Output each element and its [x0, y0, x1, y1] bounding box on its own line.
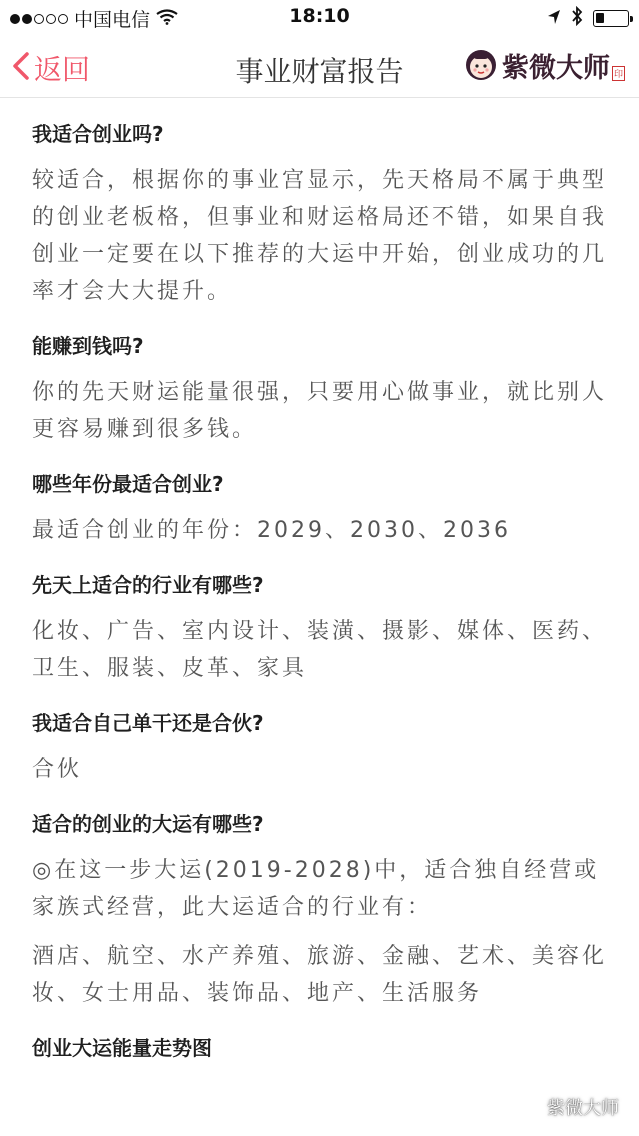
bluetooth-icon — [571, 6, 583, 31]
carrier-name: 中国电信 — [74, 9, 151, 31]
section-answer: 你的先天财运能量很强，只要用心做事业，就比别人更容易赚到很多钱。 — [32, 380, 608, 442]
report-section — [32, 571, 607, 687]
watermark — [519, 1094, 619, 1120]
mascot-icon — [464, 47, 498, 85]
section-answer: 最适合创业的年份：2029、2030、2036 — [32, 518, 511, 543]
report-section — [32, 470, 607, 549]
section-question: 创业大运能量走势图 — [32, 1036, 212, 1060]
section-answer: 合伙 — [32, 757, 83, 782]
brand-name: 紫微大师 — [501, 53, 610, 84]
section-question: 哪些年份最适合创业? — [32, 472, 224, 496]
seal-mark: 印 — [612, 66, 625, 81]
report-content — [0, 98, 639, 1136]
section-answer: 较适合，根据你的事业宫显示，先天格局不属于典型的创业老板格，但事业和财运格局还不错，如果自我创业一定要在以下推荐的大运中开始，创业成功的几率才会大大提升。 — [32, 168, 608, 304]
brand-logo — [464, 46, 625, 85]
wechat-icon — [519, 1096, 541, 1119]
section-question: 我适合创业吗? — [32, 122, 164, 146]
battery-icon — [593, 10, 629, 27]
report-section — [32, 332, 607, 448]
navigation-bar — [0, 34, 639, 98]
report-section — [32, 1034, 607, 1062]
section-question: 我适合自己单干还是合伙? — [32, 711, 264, 735]
location-arrow-icon — [547, 8, 561, 30]
report-section — [32, 709, 607, 788]
status-right — [547, 6, 629, 31]
page-title: 事业财富报告 — [235, 55, 404, 88]
report-section — [32, 120, 607, 310]
report-section — [32, 810, 607, 1012]
section-question: 能赚到钱吗? — [32, 334, 144, 358]
section-question: 适合的创业的大运有哪些? — [32, 812, 264, 836]
watermark-text: 紫微大师 — [547, 1098, 619, 1119]
section-answer: ◎在这一步大运(2019-2028)中，适合独自经营或家族式经营，此大运适合的行业有： — [32, 858, 600, 920]
status-time: 18:10 — [289, 5, 350, 27]
status-bar — [0, 0, 639, 34]
back-label: 返回 — [34, 53, 91, 86]
section-answer: 酒店、航空、水产养殖、旅游、金融、艺术、美容化妆、女士用品、装饰品、地产、生活服务 — [32, 944, 608, 1006]
section-question: 先天上适合的行业有哪些? — [32, 573, 264, 597]
section-answer: 化妆、广告、室内设计、装潢、摄影、媒体、医药、卫生、服装、皮革、家具 — [32, 619, 608, 681]
battery-level — [596, 13, 604, 23]
